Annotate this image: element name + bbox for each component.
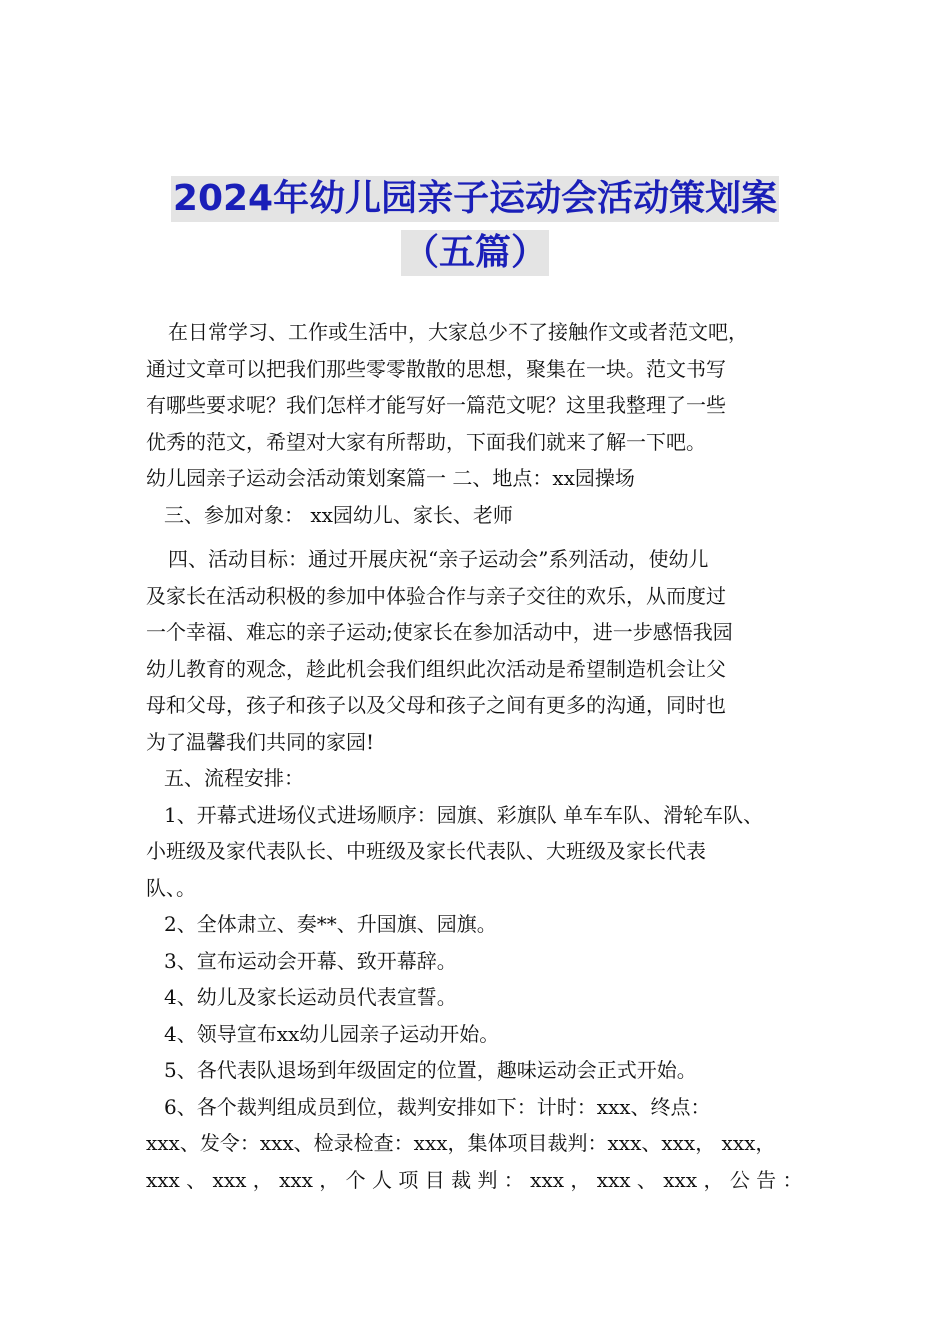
section-heading-line: 幼儿园亲子运动会活动策划案篇一 二、地点：xx园操场 [146, 466, 635, 490]
intro-line-2: 通过文章可以把我们那些零零散散的思想，聚集在一块。范文书写 [146, 356, 726, 381]
step4a-line: 4、幼儿及家长运动员代表宣誓。 [164, 985, 457, 1009]
step6-line-3: xxx 、 xxx ， xxx ， 个 人 项 目 裁 判 ： xxx ， xxx 、 xxx ， 公 告 ： [146, 1167, 803, 1192]
goals-line-3: 一个幸福、难忘的亲子运动;使家长在参加活动中，进一步感悟我园 [146, 620, 733, 644]
goals-line-2: 及家长在活动积极的参加中体验合作与亲子交往的欢乐，从而度过 [146, 583, 726, 608]
title-line-1: 2024年幼儿园亲子运动会活动策划案 [171, 176, 779, 222]
document-body [146, 314, 846, 1198]
step1-line-3: 队、。 [146, 875, 196, 900]
intro-line-1: 在日常学习、工作或生活中，大家总少不了接触作文或者范文吧， [168, 320, 748, 344]
title-line-2: （五篇） [401, 230, 549, 276]
intro-line-3: 有哪些要求呢？我们怎样才能写好一篇范文呢？这里我整理了一些 [146, 393, 726, 417]
step1-line-2: 小班级及家代表队长、中班级及家长代表队、大班级及家长代表 [146, 839, 706, 863]
participants-line: 三、参加对象： xx园幼儿、家长、老师 [164, 502, 513, 527]
step2-line: 2、全体肃立、奏**、升国旗、园旗。 [164, 912, 497, 936]
document-title [0, 176, 950, 284]
step6-line-2: xxx、发令：xxx、检录检查：xxx，集体项目裁判：xxx、xxx， xxx， [146, 1131, 776, 1155]
step6-line-1: 6、各个裁判组成员到位，裁判安排如下：计时：xxx、终点： [164, 1094, 711, 1119]
step4b-line: 4、领导宣布xx幼儿园亲子运动开始。 [164, 1021, 500, 1046]
goals-line-5: 母和父母，孩子和孩子以及父母和孩子之间有更多的沟通，同时也 [146, 693, 726, 717]
goals-line-6: 为了温馨我们共同的家园! [146, 729, 375, 754]
process-heading: 五、流程安排： [164, 766, 304, 790]
goals-line-4: 幼儿教育的观念，趁此机会我们组织此次活动是希望制造机会让父 [146, 656, 726, 681]
step3-line: 3、宣布运动会开幕、致开幕辞。 [164, 948, 457, 973]
intro-line-4: 优秀的范文，希望对大家有所帮助，下面我们就来了解一下吧。 [146, 429, 706, 454]
goals-line-1: 四、活动目标：通过开展庆祝“亲子运动会”系列活动，使幼儿 [168, 547, 709, 571]
step1-line-1: 1、开幕式进场仪式进场顺序：园旗、彩旗队 单车车队、滑轮车队、 [164, 802, 764, 827]
step5-line: 5、各代表队退场到年级固定的位置，趣味运动会正式开始。 [164, 1058, 697, 1082]
